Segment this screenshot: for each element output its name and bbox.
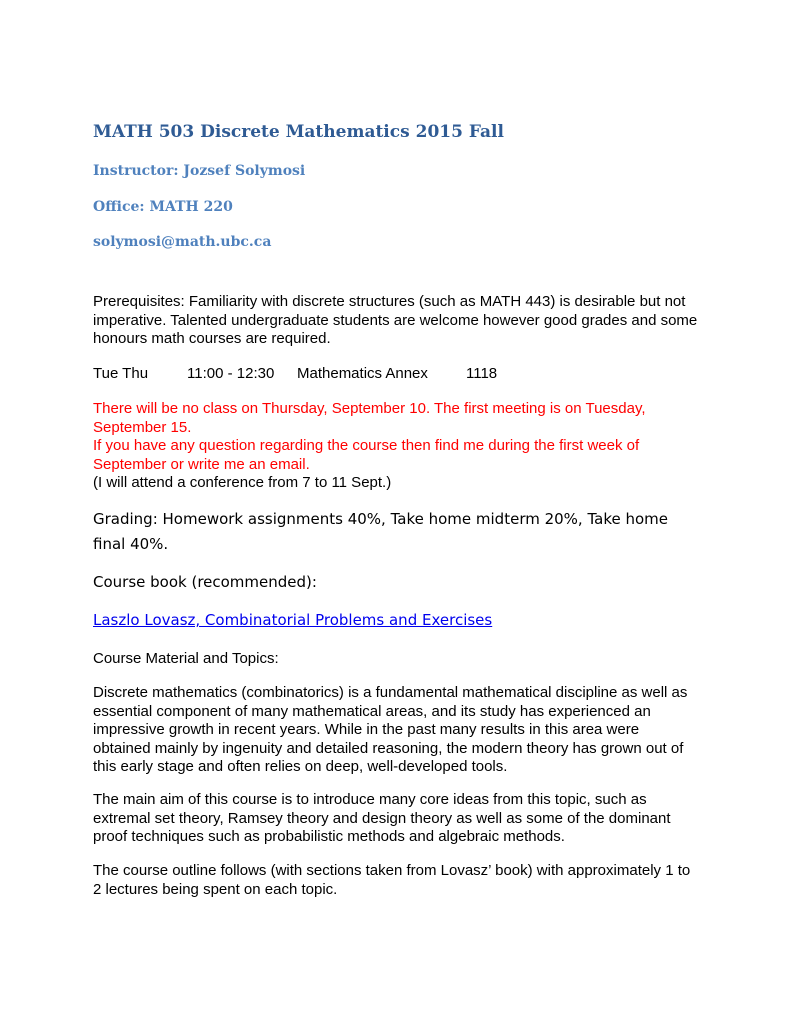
schedule-room: 1118 <box>466 365 498 382</box>
material-heading: Course Material and Topics: <box>93 650 279 667</box>
instructor-line: Instructor: Jozsef Solymosi <box>93 163 306 179</box>
course-book-link[interactable]: Laszlo Lovasz, Combinatorial Problems and Exercises <box>93 611 493 629</box>
course-book-label: Course book (recommended): <box>93 573 317 591</box>
notice-conference: (I will attend a conference from 7 to 11 Sept.) <box>93 474 392 491</box>
course-title: MATH 503 Discrete Mathematics 2015 Fall <box>93 122 504 142</box>
material-paragraph-3: The course outline follows (with sections taken from Lovasz’ book) with approximately 1 to 2 lectures being spent on each topic. <box>93 862 691 898</box>
email-line: solymosi@math.ubc.ca <box>93 234 272 250</box>
notice-block <box>93 400 713 493</box>
notice-no-class: There will be no class on Thursday, September 10. The first meeting is on Tuesday, September 15. <box>93 400 646 436</box>
schedule-row <box>93 365 693 383</box>
grading-paragraph: Grading: Homework assignments 40%, Take home midterm 20%, Take home final 40%. <box>93 510 669 553</box>
schedule-time: 11:00 - 12:30 <box>187 365 275 382</box>
material-paragraph-1: Discrete mathematics (combinatorics) is a fundamental mathematical discipline as well as essential component of many mathematical areas, and its study has experienced an impressive growth in recent years. While in the past many results in this area were obtained mainly by ingenuity and detailed reasoning, the modern theory has grown out of this early stage and often relies on deep, well-developed tools. <box>93 684 688 775</box>
prerequisites-paragraph: Prerequisites: Familiarity with discrete structures (such as MATH 443) is desirable but not imperative. Talented undergraduate students are welcome however good grades and some honours math courses are required. <box>93 293 698 347</box>
schedule-building: Mathematics Annex <box>297 365 428 382</box>
material-paragraph-2: The main aim of this course is to introduce many core ideas from this topic, such as extremal set theory, Ramsey theory and design theory as well as some of the dominant proof techniques such as probabilistic methods and algebraic methods. <box>93 791 671 845</box>
notice-contact: If you have any question regarding the course then find me during the first week of September or write me an email. <box>93 437 640 473</box>
course-book-link-line <box>93 608 713 633</box>
schedule-days: Tue Thu <box>93 365 149 382</box>
office-line: Office: MATH 220 <box>93 199 233 215</box>
